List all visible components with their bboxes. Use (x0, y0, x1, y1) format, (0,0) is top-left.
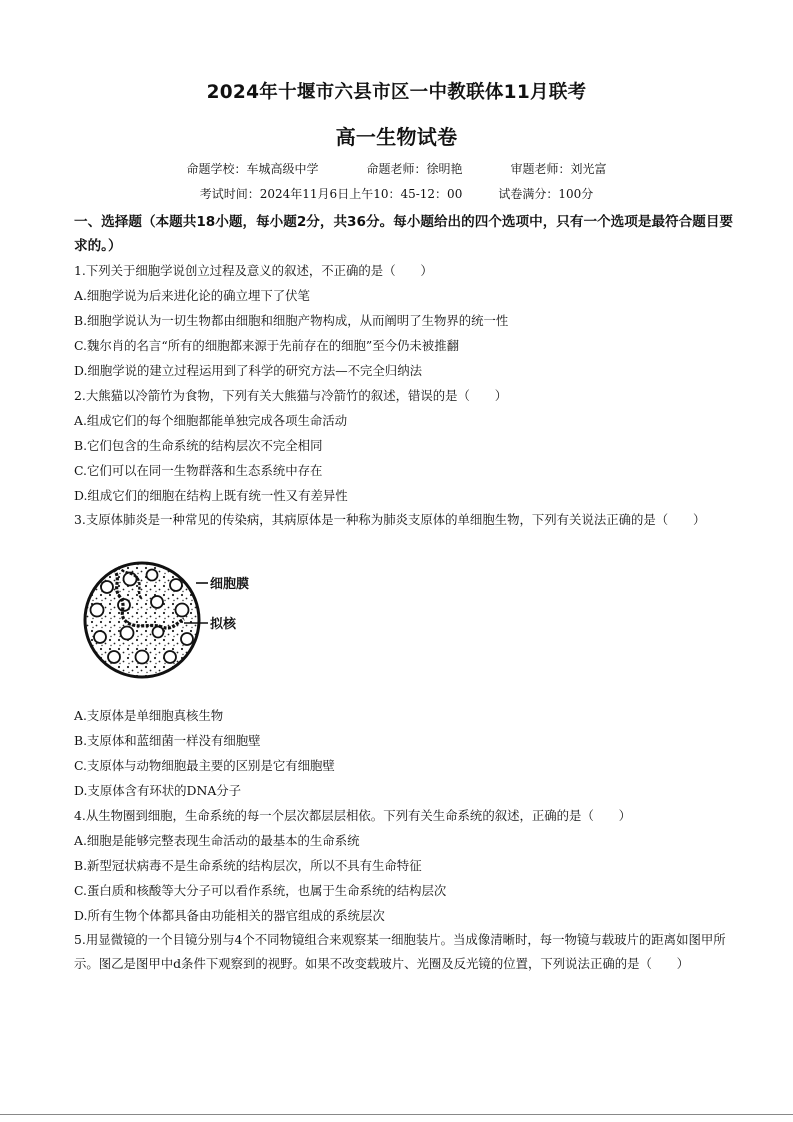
q3-option-b: B.支原体和蓝细菌一样没有细胞壁 (74, 733, 261, 748)
label-membrane: 细胞膜 (210, 577, 250, 592)
exam-time: 考试时间：2024年11月6日上午10：45-12：00 (199, 187, 463, 201)
footer-rule (0, 1114, 793, 1115)
q4-option-a: A.细胞是能够完整表现生命活动的最基本的生命系统 (74, 833, 360, 848)
q1-option-b: B.细胞学说认为一切生物都由细胞和细胞产物构成，从而阐明了生物界的统一性 (74, 313, 509, 328)
q1-option-c: C.魏尔肖的名言“所有的细胞都来源于先前存在的细胞”至今仍未被推翻 (74, 338, 459, 353)
q4-option-c: C.蛋白质和核酸等大分子可以看作系统，也属于生命系统的结构层次 (74, 883, 447, 898)
exam-title: 2024年十堰市六县市区一中教联体11月联考 (206, 82, 587, 103)
exam-credits (0, 160, 793, 177)
mycoplasma-figure (72, 557, 272, 683)
label-nucleoid: 拟核 (210, 617, 237, 632)
full-score: 试卷满分：100分 (498, 187, 594, 201)
q4-option-b: B.新型冠状病毒不是生命系统的结构层次，所以不具有生命特征 (74, 858, 422, 873)
q2-option-c: C.它们可以在同一生物群落和生态系统中存在 (74, 463, 323, 478)
q3-stem: 3.支原体肺炎是一种常见的传染病，其病原体是一种称为肺炎支原体的单细胞生物，下列有关说法正确的是（ ） (74, 512, 706, 527)
setting-author: 命题老师：徐明艳 (366, 162, 463, 176)
q1-stem: 1.下列关于细胞学说创立过程及意义的叙述，不正确的是（ ） (74, 263, 433, 278)
q3-option-c: C.支原体与动物细胞最主要的区别是它有细胞壁 (74, 758, 335, 773)
q2-option-b: B.它们包含的生命系统的结构层次不完全相同 (74, 438, 323, 453)
q3-option-a: A.支原体是单细胞真核生物 (74, 708, 224, 723)
exam-subtitle: 高一生物试卷 (335, 125, 458, 149)
exam-info (0, 185, 793, 202)
q4-stem: 4.从生物圈到细胞，生命系统的每一个层次都层层相依。下列有关生命系统的叙述，正确的是（ ） (74, 808, 632, 823)
q1-option-a: A.细胞学说为后来进化论的确立埋下了伏笔 (74, 288, 310, 303)
q2-option-d: D.组成它们的细胞在结构上既有统一性又有差异性 (74, 488, 348, 503)
q4-option-d: D.所有生物个体都具备由功能相关的器官组成的系统层次 (74, 908, 385, 923)
q5-stem: 5.用显微镜的一个目镜分别与4个不同物镜组合来观察某一细胞装片。当成像清晰时，每一物镜与载玻片的距离如图甲所示。图乙是图甲中d条件下观察到的视野。如果不改变载玻片、光圈及反光镜的位置，下列说法正确的是（ ） (74, 932, 726, 971)
reviewer: 审题老师：刘光富 (510, 162, 607, 176)
section-heading: 一、选择题（本题共18小题，每小题2分，共36分。每小题给出的四个选项中，只有一个选项是最符合题目要求的。） (74, 214, 734, 254)
setting-school: 命题学校：车城高级中学 (186, 162, 319, 176)
q2-stem: 2.大熊猫以冷箭竹为食物，下列有关大熊猫与冷箭竹的叙述，错误的是（ ） (74, 388, 508, 403)
q3-option-d: D.支原体含有环状的DNA分子 (74, 783, 242, 798)
q2-option-a: A.组成它们的每个细胞都能单独完成各项生命活动 (74, 413, 348, 428)
q1-option-d: D.细胞学说的建立过程运用到了科学的研究方法—不完全归纳法 (74, 363, 422, 378)
